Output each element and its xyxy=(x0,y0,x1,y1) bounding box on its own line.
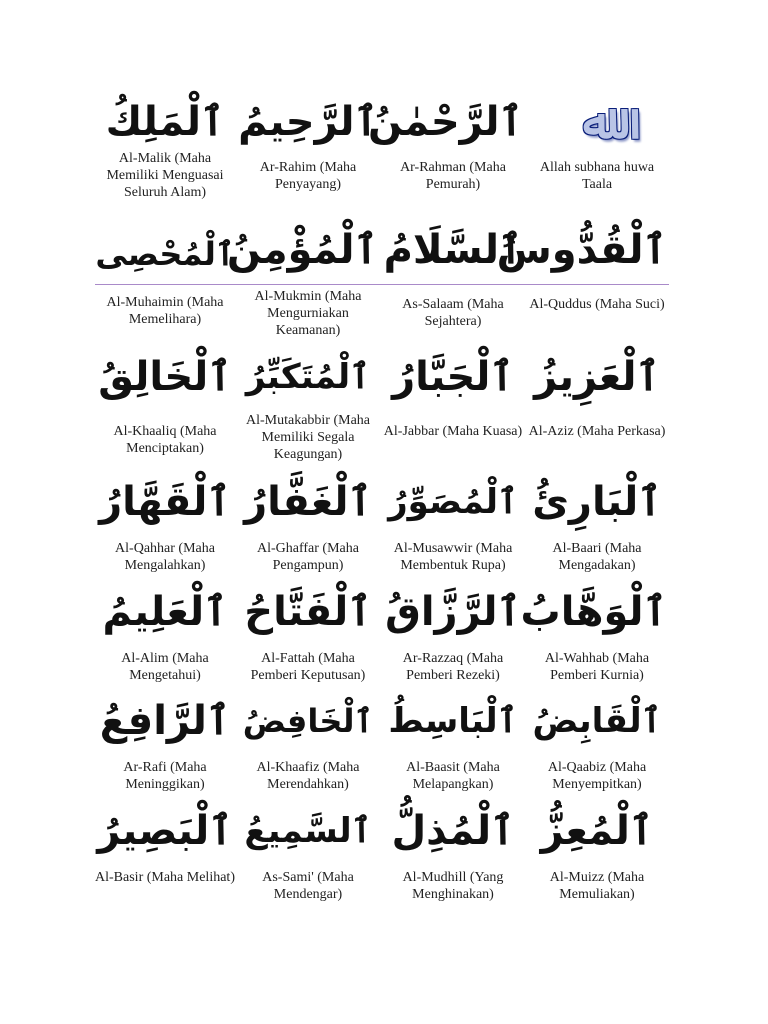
name-caption: Ar-Razzaq (Maha Pemberi Rezeki) xyxy=(402,651,504,683)
name-caption: Ar-Rahman (Maha Pemurah) xyxy=(400,160,506,192)
name-cell-al-quddus xyxy=(496,222,667,313)
arabic-calligraphy: ٱلسَّلَامُ xyxy=(383,227,523,273)
arabic-calligraphy: ٱلسَّمِيعُ xyxy=(244,811,372,851)
name-cell-as-sami xyxy=(238,803,378,903)
name-cell-al-mutakabbir xyxy=(238,349,378,463)
arabic-calligraphy: ٱلْبَصِيرُ xyxy=(97,808,233,854)
name-caption: Al-Musawwir (Maha Membentuk Rupa) xyxy=(393,541,513,573)
arabic-calligraphy: ٱلْعَلِيمُ xyxy=(102,589,228,635)
arabic-calligraphy: ٱلْخَالِقُ xyxy=(98,354,232,400)
name-cell-al-khaafiz xyxy=(238,693,378,793)
arabic-calligraphy: ٱلْبَاسِطُ xyxy=(388,701,518,741)
arabic-calligraphy: ٱلْعَزِيزُ xyxy=(534,354,660,400)
name-caption: Al-Khaafiz (Maha Merendahkan) xyxy=(256,760,360,792)
arabic-calligraphy: ٱلْمُذِلُّ xyxy=(391,808,515,854)
name-cell-al-mudhill xyxy=(383,803,523,903)
name-cell-al-qahhar xyxy=(95,474,235,574)
name-cell-al-muizz xyxy=(527,803,667,903)
allah-calligraphy-logo: ﷲ xyxy=(582,94,612,150)
name-caption: Al-Qaabiz (Maha Menyempitkan) xyxy=(547,760,647,792)
name-cell-al-mukmin xyxy=(226,222,378,339)
name-caption: Al-Muhaimin (Maha Memelihara) xyxy=(106,295,224,327)
name-cell-al-malik xyxy=(95,94,235,201)
arabic-calligraphy: ٱلرَّزَّاقُ xyxy=(385,589,521,635)
name-cell-al-baari xyxy=(527,474,667,574)
name-caption: Al-Baari (Maha Mengadakan) xyxy=(552,541,642,573)
name-cell-al-fattah xyxy=(238,584,378,684)
name-caption: Ar-Rahim (Maha Penyayang) xyxy=(259,160,357,192)
name-caption: As-Sami' (Maha Mendengar) xyxy=(262,870,354,902)
arabic-calligraphy: ٱلْمَلِكُ xyxy=(105,99,225,145)
name-caption: Al-Baasit (Maha Melapangkan) xyxy=(406,760,500,792)
name-cell-al-muhaimin xyxy=(95,226,235,328)
name-cell-al-baasit xyxy=(383,693,523,793)
name-cell-al-khaaliq xyxy=(95,349,235,457)
arabic-calligraphy: ٱلْجَبَّارُ xyxy=(392,354,514,400)
arabic-calligraphy: ٱلْمُصَوِّرُ xyxy=(388,482,518,522)
name-caption: Al-Mukmin (Maha Mengurniakan Keamanan) xyxy=(254,289,362,338)
name-cell-al-jabbar xyxy=(383,349,523,440)
name-caption: Al-Jabbar (Maha Kuasa) xyxy=(383,424,523,439)
name-caption: Al-Mudhill (Yang Menghinakan) xyxy=(402,870,504,902)
name-caption: Al-Ghaffar (Maha Pengampun) xyxy=(257,541,359,573)
arabic-calligraphy: ٱلرَّافِعُ xyxy=(99,698,231,744)
arabic-calligraphy: ٱلْمُؤْمِنُ xyxy=(226,227,378,273)
arabic-calligraphy: ٱلْقَابِضُ xyxy=(532,701,662,741)
name-cell-al-wahhab xyxy=(520,584,667,684)
name-cell-ar-rahman xyxy=(368,94,523,193)
name-caption: Al-Basir (Maha Melihat) xyxy=(95,870,235,885)
name-cell-al-ghaffar xyxy=(238,474,378,574)
arabic-calligraphy: ٱلْفَتَّاحُ xyxy=(244,589,372,635)
name-cell-al-basir xyxy=(95,803,235,886)
arabic-calligraphy: ٱلرَّحْمٰنُ xyxy=(368,99,523,145)
name-caption: Al-Alim (Maha Mengetahui) xyxy=(121,651,209,683)
name-caption: Ar-Rafi (Maha Meninggikan) xyxy=(123,760,207,792)
name-caption: Al-Muizz (Maha Memuliakan) xyxy=(549,870,645,902)
name-caption: Al-Quddus (Maha Suci) xyxy=(529,297,665,312)
arabic-calligraphy: ٱلْبَارِئُ xyxy=(532,479,662,525)
arabic-calligraphy: ٱلْوَهَّابُ xyxy=(520,589,667,635)
arabic-calligraphy: ٱلْمُحْصِى xyxy=(95,235,235,273)
arabic-calligraphy: ٱلْقَهَّارُ xyxy=(99,479,231,525)
arabic-calligraphy: ٱلْغَفَّارُ xyxy=(244,479,372,525)
name-cell-allah xyxy=(527,94,667,193)
arabic-calligraphy: ٱلْقُدُّوسُ xyxy=(496,227,667,273)
name-caption: As-Salaam (Maha Sejahtera) xyxy=(402,297,504,329)
name-cell-ar-rahim xyxy=(238,94,378,193)
name-cell-al-musawwir xyxy=(383,474,523,574)
name-cell-al-qaabiz xyxy=(527,693,667,793)
name-caption: Al-Khaaliq (Maha Menciptakan) xyxy=(113,424,217,456)
name-cell-al-aziz xyxy=(527,349,667,440)
name-caption: Al-Mutakabbir (Maha Memiliki Segala Keagungan) xyxy=(245,413,371,462)
name-caption: Al-Aziz (Maha Perkasa) xyxy=(528,424,666,439)
arabic-calligraphy: ٱلْمُعِزُّ xyxy=(540,808,654,854)
name-caption: Al-Fattah (Maha Pemberi Keputusan) xyxy=(250,651,366,683)
name-caption: Al-Qahhar (Maha Mengalahkan) xyxy=(115,541,215,573)
name-cell-ar-rafi xyxy=(95,693,235,793)
name-cell-ar-razzaq xyxy=(383,584,523,684)
arabic-calligraphy: ٱلرَّحِيمُ xyxy=(238,99,378,145)
arabic-calligraphy: ٱلْمُتَكَبِّرُ xyxy=(245,357,371,397)
name-cell-al-alim xyxy=(95,584,235,684)
name-caption: Al-Malik (Maha Memiliki Menguasai Seluruh Alam) xyxy=(106,151,224,200)
arabic-calligraphy: ٱلْخَافِضُ xyxy=(242,702,374,740)
name-caption: Al-Wahhab (Maha Pemberi Kurnia) xyxy=(544,651,650,683)
name-caption: Allah subhana huwa Taala xyxy=(539,160,655,192)
